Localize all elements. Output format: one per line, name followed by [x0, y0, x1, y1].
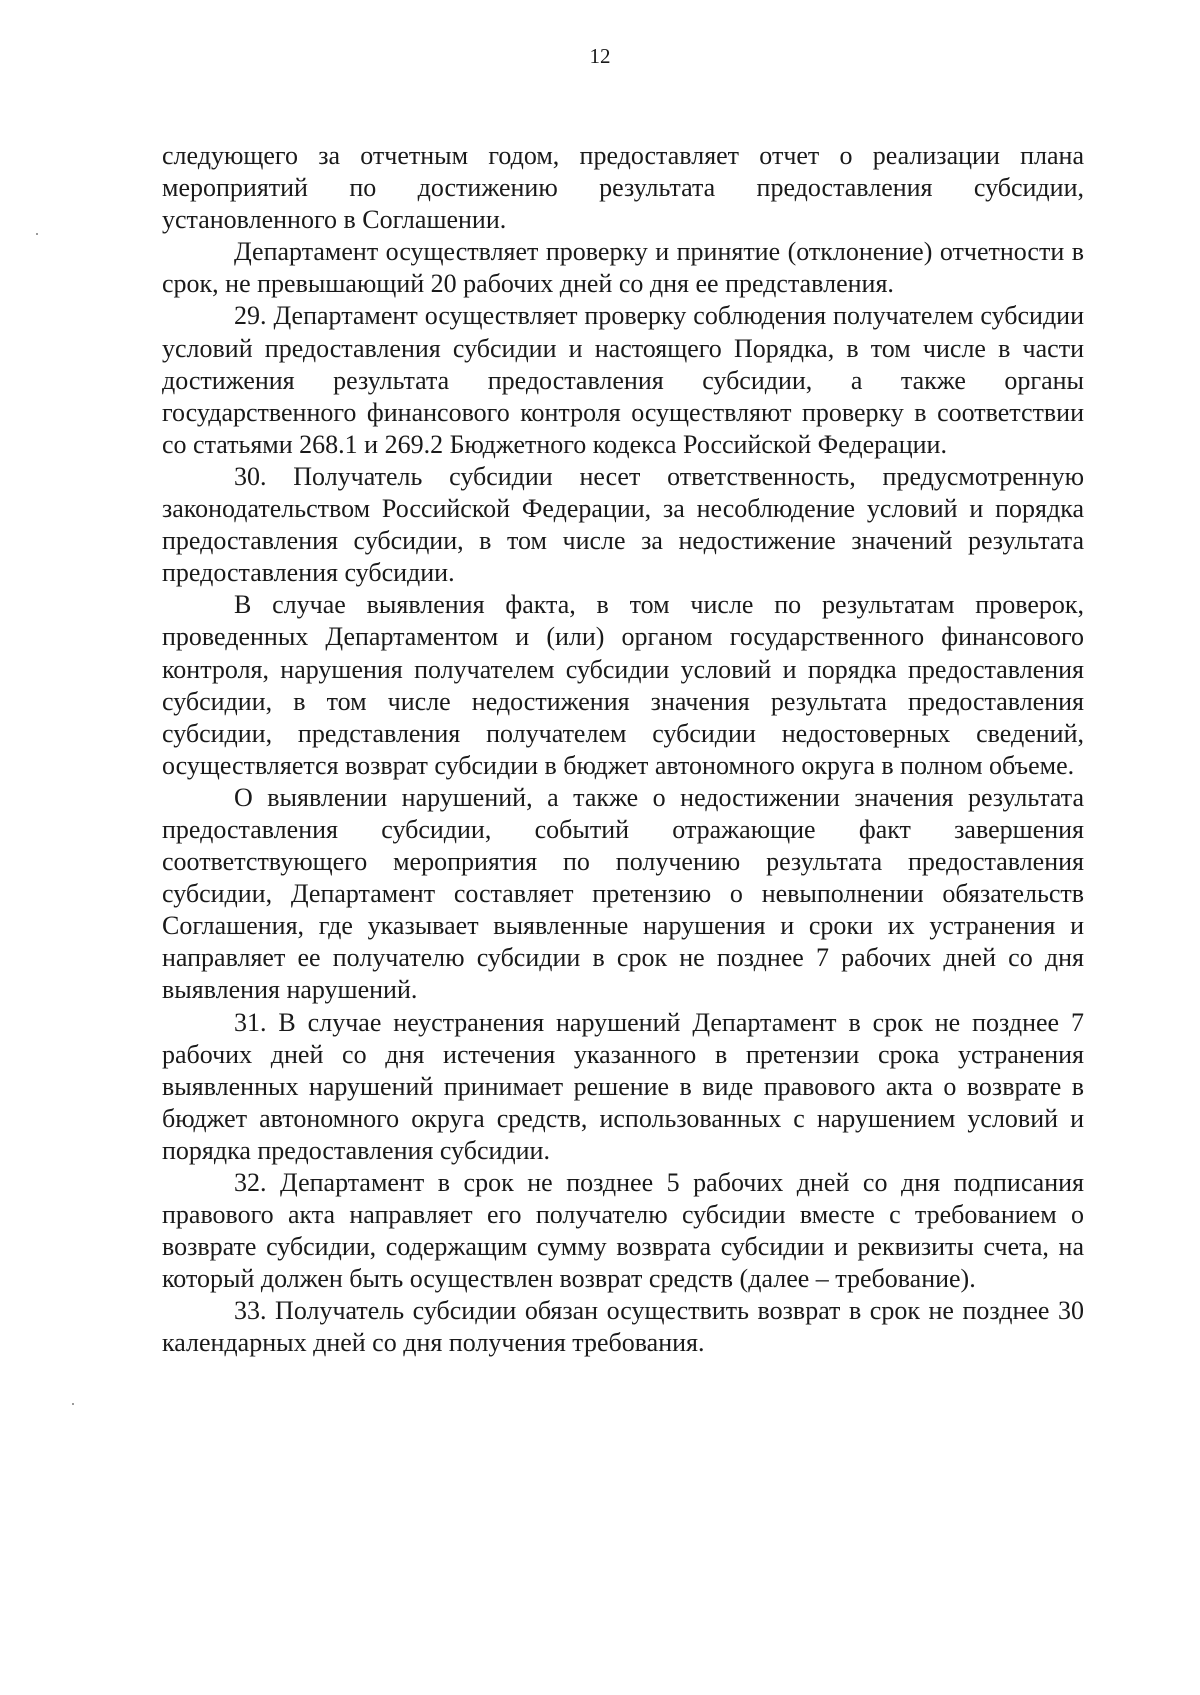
paragraph-violation-refund: В случае выявления факта, в том числе по результатам проверок, проведенных Департаментом и (или) органом государственного финансового контроля, нарушения получателем субсидии условий и порядка предоставления субсидии, в том числе недостижения значения результата предоставления субсидии, представления получателем субсидии недостоверных сведений, осуществляется возврат субсидии в бюджет автономного округа в полном объеме.	[162, 590, 1084, 780]
document-body	[162, 140, 1084, 1360]
paragraph-31: 31. В случае неустранения нарушений Департамент в срок не позднее 7 рабочих дней со дня истечения указанного в претензии срока устранения выявленных нарушений принимает решение в виде правового акта о возврате в бюджет автономного округа средств, использованных с нарушением условий и порядка предоставления субсидии.	[162, 1007, 1084, 1165]
scan-speck	[72, 1403, 74, 1405]
paragraph-29: 29. Департамент осуществляет проверку соблюдения получателем субсидии условий предоставления субсидии и настоящего Порядка, в том числе в части достижения результата предоставления субсидии, а также органы государственного финансового контроля осуществляют проверку в соответствии со статьями 268.1 и 269.2 Бюджетного кодекса Российской Федерации.	[162, 301, 1084, 459]
page-number: 12	[589, 44, 611, 68]
paragraph-report-review: Департамент осуществляет проверку и принятие (отклонение) отчетности в срок, не превышающий 20 рабочих дней со дня ее представления.	[162, 237, 1084, 299]
paragraph-33: 33. Получатель субсидии обязан осуществить возврат в срок не позднее 30 календарных дней со дня получения требования.	[162, 1296, 1084, 1358]
paragraph-continuation: следующего за отчетным годом, предоставляет отчет о реализации плана мероприятий по достижению результата предоставления субсидии, установленного в Соглашении.	[162, 141, 1084, 235]
paragraph-30: 30. Получатель субсидии несет ответственность, предусмотренную законодательством Российской Федерации, за несоблюдение условий и порядка предоставления субсидии, в том числе за недостижение значений результата предоставления субсидии.	[162, 461, 1084, 588]
paragraph-claim: О выявлении нарушений, а также о недостижении значения результата предоставления субсидии, событий отражающие факт завершения соответствующего мероприятия по получению результата предоставления субсидии, Департамент составляет претензию о невыполнении обязательств Соглашения, где указывает выявленные нарушения и сроки их устранения и направляет ее получателю субсидии в срок не позднее 7 рабочих дней со дня выявления нарушений.	[162, 782, 1084, 1005]
scan-speck	[36, 233, 38, 235]
paragraph-32: 32. Департамент в срок не позднее 5 рабочих дней со дня подписания правового акта направляет его получателю субсидии вместе с требованием о возврате субсидии, содержащим сумму возврата субсидии и реквизиты счета, на который должен быть осуществлен возврат средств (далее – требование).	[162, 1168, 1084, 1294]
